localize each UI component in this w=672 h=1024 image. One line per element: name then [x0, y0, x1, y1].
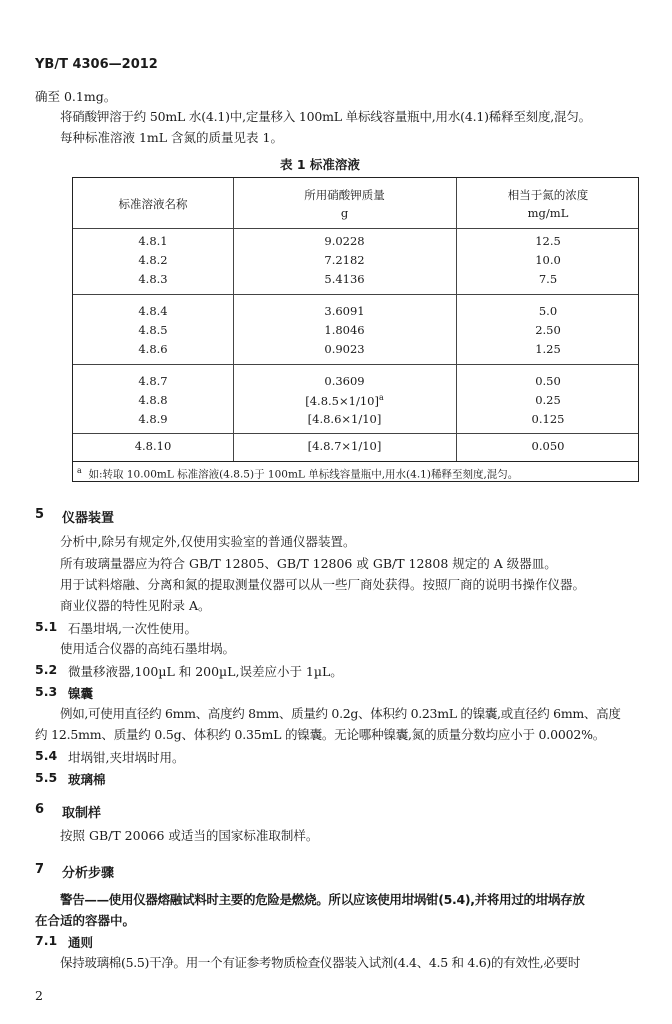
section-number: 7	[35, 862, 45, 877]
table-cell-name: 4.8.4	[138, 304, 168, 318]
intro-line-3: 每种标准溶液 1mL 含氮的质量见表 1。	[60, 130, 283, 145]
table-cell-name: 4.8.10	[134, 439, 172, 453]
subsection-text: 石墨坩埚,一次性使用。	[68, 621, 197, 636]
paragraph: 商业仪器的特性见附录 A。	[60, 598, 211, 613]
table-cell-mass: 1.8046	[324, 323, 365, 337]
column-header-mass-unit: g	[340, 206, 349, 220]
table-cell-name: 4.8.3	[138, 272, 168, 286]
table-footnote	[72, 462, 639, 482]
page-number: 2	[35, 988, 43, 1003]
paragraph: 按照 GB/T 20066 或适当的国家标准取制样。	[60, 828, 319, 843]
section-title: 仪器装置	[62, 511, 115, 526]
standard-number: YB/T 4306—2012	[35, 57, 158, 72]
table-cell-mass: 0.9023	[324, 342, 365, 356]
table-cell-concentration: 0.50	[535, 374, 561, 388]
table-cell-mass: [4.8.7×1/10]	[307, 439, 382, 453]
table-cell-mass: 0.3609	[324, 374, 365, 388]
table-cell-name: 4.8.8	[138, 393, 168, 407]
paragraph: 使用适合仪器的高纯石墨坩埚。	[60, 641, 236, 656]
paragraph: 例如,可使用直径约 6mm、高度约 8mm、质量约 0.2g、体积约 0.23mL 的镍囊,或直径约 6mm、高度	[60, 706, 621, 721]
subsection-text: 坩埚钳,夹坩埚时用。	[68, 750, 185, 765]
subsection-number: 5.3	[35, 684, 58, 699]
table-cell-mass	[233, 393, 456, 408]
column-header-concentration: 相当于氮的浓度	[507, 188, 589, 202]
subsection-number: 5.5	[35, 770, 58, 785]
paragraph: 用于试料熔融、分离和氮的提取测量仪器可以从一些厂商处获得。按照厂商的说明书操作仪器。	[60, 577, 586, 592]
column-header-concentration-unit: mg/mL	[527, 206, 569, 220]
footnote-mark: a	[77, 466, 82, 475]
table-cell-name: 4.8.1	[138, 234, 168, 248]
paragraph: 所有玻璃量器应为符合 GB/T 12805、GB/T 12806 或 GB/T 12808 规定的 A 级器皿。	[60, 556, 557, 571]
table-header-divider	[73, 228, 638, 229]
section-number: 5	[35, 507, 45, 522]
table-cell-name: 4.8.7	[138, 374, 168, 388]
table-cell-concentration: 10.0	[535, 253, 561, 267]
intro-line-1: 确至 0.1mg。	[35, 89, 117, 104]
footnote-reference: a	[378, 393, 384, 402]
section-title: 取制样	[62, 806, 102, 821]
section-title: 分析步骤	[62, 866, 115, 881]
table-cell-concentration: 0.25	[535, 393, 561, 407]
table-cell-name: 4.8.9	[138, 412, 168, 426]
table-cell-name: 4.8.5	[138, 323, 168, 337]
warning-text: 警告——使用仪器熔融试料时主要的危险是燃烧。所以应该使用坩埚钳(5.4),并将用过的坩埚存放	[60, 892, 585, 907]
table-cell-mass: 3.6091	[324, 304, 365, 318]
table-cell-concentration: 0.125	[531, 412, 565, 426]
table-cell-concentration: 12.5	[535, 234, 561, 248]
table-cell-concentration: 5.0	[538, 304, 558, 318]
warning-text: 在合适的容器中。	[35, 913, 136, 928]
table-cell-mass: 7.2182	[324, 253, 365, 267]
paragraph: 分析中,除另有规定外,仅使用实验室的普通仪器装置。	[60, 534, 356, 549]
table-cell-mass: 5.4136	[324, 272, 365, 286]
intro-line-2: 将硝酸钾溶于约 50mL 水(4.1)中,定量移入 100mL 单标线容量瓶中,用水(4.1)稀释至刻度,混匀。	[60, 109, 591, 124]
table-cell-concentration: 0.050	[531, 439, 565, 453]
table-group-divider	[73, 433, 638, 434]
paragraph: 约 12.5mm、质量约 0.5g、体积约 0.35mL 的镍囊。无论哪种镍囊,氮的质量分数均应小于 0.0002%。	[35, 727, 606, 742]
footnote-text: 如:转取 10.00mL 标准溶液(4.8.5)于 100mL 单标线容量瓶中,用水(4.1)稀释至刻度,混匀。	[88, 468, 519, 481]
subsection-title: 镍囊	[68, 686, 94, 701]
table-cell-name: 4.8.2	[138, 253, 168, 267]
table-cell-concentration: 7.5	[538, 272, 558, 286]
table-cell-concentration: 1.25	[535, 342, 561, 356]
subsection-title: 玻璃棉	[68, 772, 106, 787]
subsection-number: 7.1	[35, 933, 58, 948]
subsection-number: 5.2	[35, 662, 58, 677]
column-header-name: 标准溶液名称	[118, 197, 188, 211]
table-group-divider	[73, 294, 638, 295]
subsection-number: 5.4	[35, 748, 58, 763]
table-cell-mass: [4.8.6×1/10]	[307, 412, 382, 426]
section-number: 6	[35, 802, 45, 817]
subsection-text: 微量移液器,100µL 和 200µL,误差应小于 1µL。	[68, 664, 343, 679]
standard-solution-table	[72, 177, 639, 462]
table-caption: 表 1 标准溶液	[280, 157, 360, 172]
subsection-number: 5.1	[35, 619, 58, 634]
paragraph: 保持玻璃棉(5.5)干净。用一个有证参考物质检查仪器装入试剂(4.4、4.5 和 4.6)的有效性,必要时	[60, 955, 581, 970]
table-cell-concentration: 2.50	[535, 323, 561, 337]
subsection-title: 通则	[68, 935, 94, 950]
table-cell-mass: 9.0228	[324, 234, 365, 248]
table-group-divider	[73, 364, 638, 365]
column-header-mass: 所用硝酸钾质量	[304, 188, 385, 202]
table-cell-mass-value: [4.8.5×1/10]	[305, 393, 379, 408]
table-cell-name: 4.8.6	[138, 342, 168, 356]
